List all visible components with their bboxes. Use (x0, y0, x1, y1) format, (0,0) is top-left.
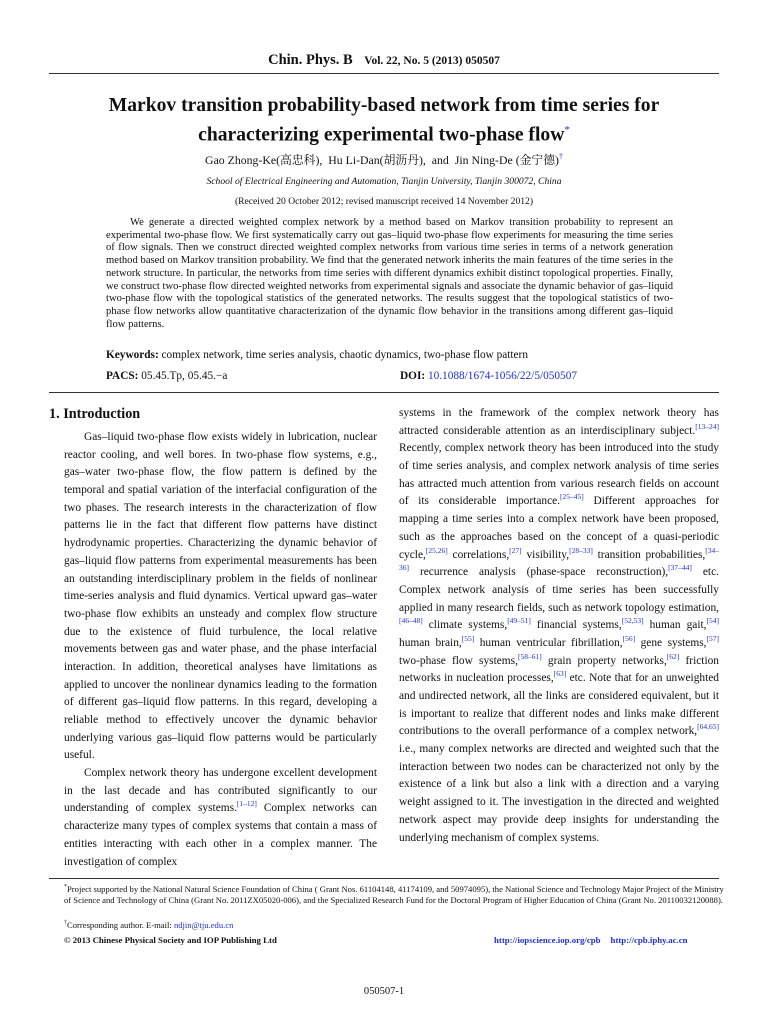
paragraph: systems in the framework of the complex network theory has attracted considerable attention as an interdisciplinary subject.[13–24] Recently, complex network theory has been introduced into the study of time series analysis, and complex network analysis of time series has attracted much attention from various research fields on account of its considerable importance.[25–45] Different approaches for mapping a time series into a complex network have been proposed, such as the approaches based on the concept of a quasi-periodic cycle,[25,26] correlations,[27] visibility,[28–33] transition probabilities,[34–36] recurrence analysis (phase-space reconstruction),[37–44] etc. Complex network analysis of time series has been successfully applied in many research fields, such as network topology estimation,[46–48] climate systems,[49–51] financial systems,[52,53] human gait,[54] human brain,[55] human ventricular fibrillation,[56] gene systems,[57] two-phase flow systems,[58–61] grain property networks,[62] friction networks in nucleation processes,[63] etc. Note that for an unweighted and undirected network, all the links are considered equivalent, but it is important to realize that different nodes and links make different contributions to the overall performance of a complex network,[64,65] i.e., many complex networks are directed and weighted such that the interaction between two nodes can be characterized not only by the existence of a link but also a link with a direction and a varying weight assigned to it. The investigation in the directed and weighted network aspect may provide deep insights for understanding the underlying mechanism of complex systems. (399, 407, 720, 844)
citation[interactable]: [64,65] (697, 722, 719, 732)
citation[interactable]: [52,53] (621, 616, 644, 626)
citation[interactable]: [34–36] (399, 545, 720, 573)
paragraph: Gas–liquid two-phase flow exists widely in lubrication, nuclear reactor cooling, and well bores. In two-phase flow systems, e.g., gas–water two-phase flow, the flow pattern is defined by the temporal and spatial variation of the interfacial configuration of the two phases. The research interests in the characterization of flow patterns lie in the fact that different flow patterns have distinct hydrodynamic properties. Characterizing the dynamic behavior of gas–liquid flow patterns from experimental measurements has been an outstanding interdisciplinary problem in the fields of nonlinear time-series analysis and fluid dynamics. Vertical upward gas–water two-phase flow exhibits an unsteady and complex flow structure due to the existence of fluid turbulence, the local relative movements between gas and water phase, and the phase interfacial interaction. In addition, theoretical analyses have limitations as applied to uncover the nonlinear dynamics leading to the formation of different gas–liquid flow patterns. In this regard, developing a reliable method to effectively uncover the dynamic behavior underlying various gas–liquid flow patterns would be particularly useful. (64, 431, 377, 762)
corresponding-mark[interactable]: † (558, 152, 563, 162)
keywords: Keywords: complex network, time series analysis, chaotic dynamics, two-phase flow pattern (106, 349, 528, 361)
citation[interactable]: [46–48] (399, 616, 423, 626)
paragraph: Complex network theory has undergone excellent development in the last decade and has contributed significantly to our understanding of complex systems.[1–12] Complex networks can characterize many types of complex systems that contain a mass of entities interacting with each other in a complex manner. The investigation of complex (64, 767, 377, 868)
citation[interactable]: [25,26] (425, 545, 448, 555)
right-column (399, 405, 719, 847)
funding-footnote: *Project supported by the National Natural Science Foundation of China ( Grant Nos. 61104148, 41174109, and 50974095), the National Science and Technology Major Project of the Ministry of Science and Technology of China (Grant No. 2011ZX05020-006), and the Specialized Research Fund for the Doctoral Program of Higher Education of China (Grant No. 20110032120088). (64, 883, 724, 906)
title-footnote-mark[interactable]: * (564, 124, 570, 136)
citation[interactable]: [56] (622, 634, 636, 644)
section-heading-introduction: 1. Introduction (49, 406, 141, 422)
author-list: Gao Zhong-Ke(高忠科), Hu Li-Dan(胡沥丹), and Jin Ning-De (金宁德)† (205, 152, 563, 167)
pacs-codes: PACS: 05.45.Tp, 05.45.−a (106, 370, 228, 382)
citation[interactable]: [28–33] (569, 545, 593, 555)
paper-title: Markov transition probability-based network from time series for characterizing experimental two-phase flow* (108, 95, 660, 146)
iopscience-link[interactable]: http://iopscience.iop.org/cpb (494, 935, 601, 945)
doi: DOI: 10.1088/1674-1056/22/5/050507 (400, 370, 577, 382)
citation[interactable]: [55] (461, 634, 475, 644)
citation[interactable]: [58–61] (517, 651, 542, 661)
corresponding-footnote: †Corresponding author. E-mail: ndjin@tju.edu.cn (64, 919, 234, 930)
received-dates: (Received 20 October 2012; revised manuscript received 14 November 2012) (234, 196, 534, 207)
email-link[interactable]: ndjin@tju.edu.cn (173, 919, 234, 930)
footnote-rule (49, 878, 719, 879)
page-number: 050507-1 (363, 986, 405, 997)
citation[interactable]: [37–44] (668, 563, 692, 573)
copyright: © 2013 Chinese Physical Society and IOP Publishing Ltd (64, 935, 277, 945)
cpb-link[interactable]: http://cpb.iphy.ac.cn (610, 935, 688, 945)
journal-links (494, 935, 688, 945)
journal-header (0, 52, 768, 69)
volume-info: Vol. 22, No. 5 (2013) 050507 (364, 55, 500, 67)
author-1: Gao Zhong-Ke(高忠科), (205, 153, 323, 167)
abstract: We generate a directed weighted complex network by a method based on Markov transition probability to represent an experimental two-phase flow. We first systematically carry out gas–liquid two-phase flow experiments for measuring the time series of flow signals. Then we construct directed weighted complex networks from various time series in terms of a network generation method based on Markov transition probability. We find that the generated network inherits the main features of the time series in the network structure. In particular, the networks from time series with different dynamics exhibit distinct topological properties. Finally, we construct two-phase flow directed weighted networks from experimental signals and associate the dynamic behavior of gas–liquid two-phase flow with the topological statistics of the generated networks. The results suggest that the topological statistics of two-phase flow networks allow quantitative characterization of the dynamic flow behavior in the transitions among different gas–liquid flow patterns. (106, 217, 673, 330)
author-3: Jin Ning-De (金宁德) (454, 153, 559, 167)
journal-name: Chin. Phys. B (268, 52, 353, 68)
citation[interactable]: [63] (553, 669, 567, 679)
affiliation: School of Electrical Engineering and Automation, Tianjin University, Tianjin 300072, China (206, 176, 562, 187)
citation[interactable]: [57] (706, 634, 719, 644)
citation[interactable]: [49–51] (507, 616, 531, 626)
doi-link[interactable]: 10.1088/1674-1056/22/5/050507 (427, 370, 577, 382)
author-2: Hu Li-Dan(胡沥丹), (328, 153, 426, 167)
citation[interactable]: [62] (666, 651, 680, 661)
citation[interactable]: [54] (706, 616, 719, 626)
citation[interactable]: [1–12] (236, 799, 257, 809)
abstract-rule (49, 392, 719, 393)
citation[interactable]: [27] (509, 545, 522, 555)
left-column (64, 429, 377, 871)
header-rule (49, 73, 719, 74)
citation[interactable]: [13–24] (695, 421, 719, 431)
citation[interactable]: [25–45] (560, 492, 584, 502)
